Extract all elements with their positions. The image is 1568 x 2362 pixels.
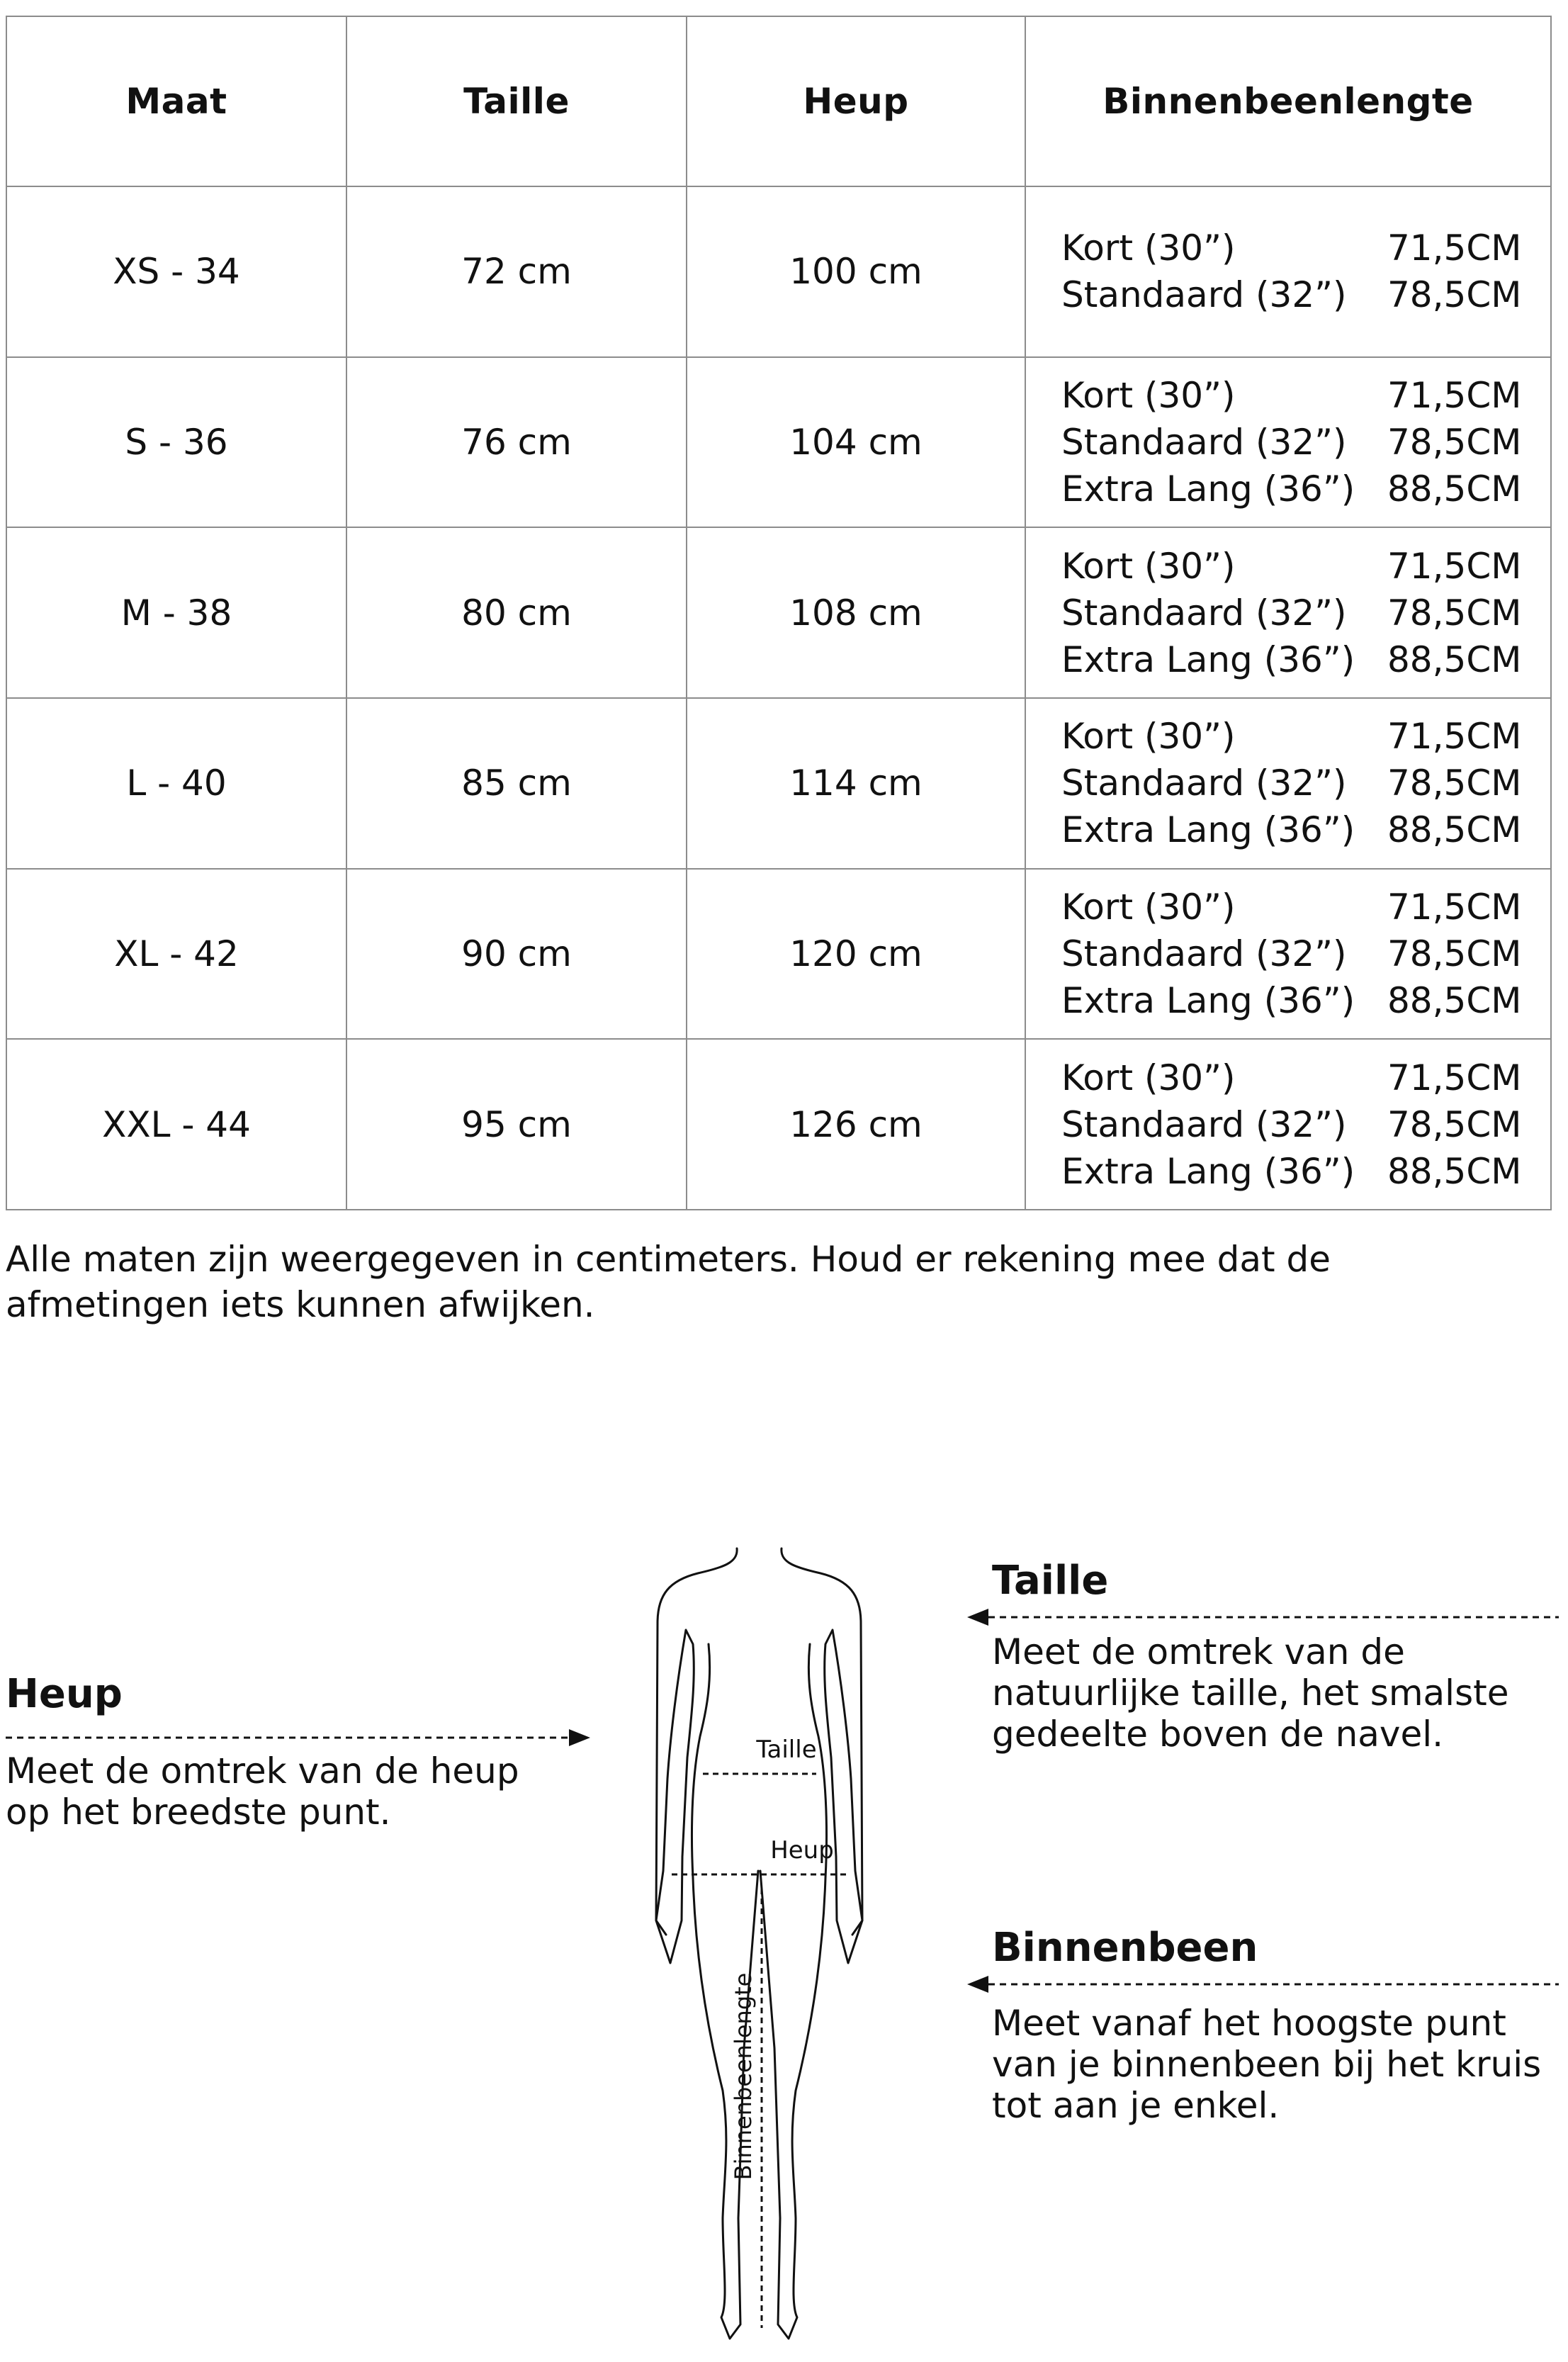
cell-taille: 80 cm: [346, 527, 687, 698]
guide-binnenbeen-line-1: Meet vanaf het hoogste punt: [992, 2003, 1506, 2044]
inseam-option-value: 71,5CM: [1387, 1057, 1522, 1098]
table-row: [6, 1039, 1551, 1210]
inseam-option-value: 88,5CM: [1387, 979, 1522, 1021]
guide-binnenbeen-line-2: van je binnenbeen bij het kruis: [992, 2044, 1542, 2085]
cell-heup: 120 cm: [687, 869, 1025, 1040]
inseam-option: [1061, 760, 1522, 806]
cell-maat: L - 40: [6, 698, 346, 869]
cell-maat: XL - 42: [6, 869, 346, 1040]
table-row: [6, 869, 1551, 1040]
cell-heup: 114 cm: [687, 698, 1025, 869]
inseam-option-value: 78,5CM: [1387, 421, 1522, 463]
cell-taille: 95 cm: [346, 1039, 687, 1210]
inseam-option: [1061, 977, 1522, 1024]
inseam-option-value: 88,5CM: [1387, 809, 1522, 851]
figure-left-arm: [656, 1630, 694, 1963]
figure-taille-label: Taille: [756, 1736, 817, 1764]
header-heup: Heup: [687, 16, 1025, 186]
inseam-option: [1061, 1055, 1522, 1101]
inseam-options-list: [1061, 713, 1522, 853]
inseam-options-list: [1061, 225, 1522, 318]
inseam-option-label: Kort (30”): [1061, 886, 1236, 928]
guide-taille-arrow: [967, 1603, 1562, 1631]
note-line-1: Alle maten zijn weergegeven in centimeters. Houd er rekening mee dat de: [6, 1239, 1331, 1280]
guide-taille-line-3: gedeelte boven de navel.: [992, 1714, 1444, 1755]
inseam-option-value: 71,5CM: [1387, 374, 1522, 416]
guide-binnenbeen-arrow: [967, 1970, 1562, 1998]
inseam-option-label: Kort (30”): [1061, 227, 1236, 269]
table-row: [6, 527, 1551, 698]
cell-taille: 90 cm: [346, 869, 687, 1040]
measurement-note: [6, 1237, 1387, 1327]
inseam-option-label: Standaard (32”): [1061, 1103, 1347, 1145]
inseam-option-value: 88,5CM: [1387, 1150, 1522, 1192]
inseam-option-label: Standaard (32”): [1061, 763, 1347, 804]
cell-binnenbeenlengte: [1025, 698, 1551, 869]
inseam-option: [1061, 419, 1522, 466]
inseam-option-value: 71,5CM: [1387, 716, 1522, 758]
figure-inseam-label: Binnenbeenlengte: [730, 1972, 757, 2181]
inseam-option-label: Standaard (32”): [1061, 274, 1347, 316]
inseam-option-value: 71,5CM: [1387, 227, 1522, 269]
inseam-option: [1061, 636, 1522, 683]
cell-heup: 104 cm: [687, 357, 1025, 528]
inseam-option-label: Kort (30”): [1061, 374, 1236, 416]
inseam-options-list: [1061, 884, 1522, 1024]
inseam-option: [1061, 543, 1522, 590]
cell-binnenbeenlengte: [1025, 527, 1551, 698]
inseam-option-label: Standaard (32”): [1061, 933, 1347, 974]
cell-maat: S - 36: [6, 357, 346, 528]
inseam-options-list: [1061, 1055, 1522, 1195]
guide-heup-title: Heup: [6, 1671, 123, 1717]
inseam-options-list: [1061, 372, 1522, 512]
figure-right-arm: [825, 1630, 862, 1963]
inseam-option-label: Standaard (32”): [1061, 592, 1347, 634]
table-row: [6, 186, 1551, 357]
guide-heup-line-2: op het breedste punt.: [6, 1792, 391, 1833]
inseam-option: [1061, 225, 1522, 271]
guide-heup-description: [6, 1750, 519, 1833]
inseam-option-label: Extra Lang (36”): [1061, 979, 1355, 1021]
table-header-row: [6, 16, 1551, 186]
header-maat: Maat: [6, 16, 346, 186]
cell-taille: 85 cm: [346, 698, 687, 869]
inseam-option: [1061, 466, 1522, 512]
inseam-option: [1061, 1101, 1522, 1148]
header-binnenbeenlengte: Binnenbeenlengte: [1025, 16, 1551, 186]
inseam-option-value: 88,5CM: [1387, 639, 1522, 680]
cell-maat: XXL - 44: [6, 1039, 346, 1210]
inseam-option-value: 78,5CM: [1387, 763, 1522, 804]
cell-binnenbeenlengte: [1025, 186, 1551, 357]
guide-heup-line-1: Meet de omtrek van de heup: [6, 1750, 519, 1792]
inseam-option-label: Standaard (32”): [1061, 421, 1347, 463]
body-figure-illustration: [616, 1538, 900, 2346]
cell-heup: 100 cm: [687, 186, 1025, 357]
inseam-option-label: Kort (30”): [1061, 1057, 1236, 1098]
guide-binnenbeen-line-3: tot aan je enkel.: [992, 2085, 1280, 2126]
cell-maat: XS - 34: [6, 186, 346, 357]
inseam-option-label: Extra Lang (36”): [1061, 1150, 1355, 1192]
guide-binnenbeen-description: [992, 2003, 1541, 2126]
cell-taille: 76 cm: [346, 357, 687, 528]
size-chart-table: [6, 16, 1552, 1210]
inseam-option: [1061, 372, 1522, 419]
inseam-option-label: Kort (30”): [1061, 545, 1236, 587]
inseam-option: [1061, 713, 1522, 760]
inseam-option-value: 78,5CM: [1387, 933, 1522, 974]
inseam-option: [1061, 590, 1522, 636]
figure-left-shoulder: [656, 1548, 737, 1935]
guide-heup-arrow: [6, 1723, 594, 1752]
inseam-option-value: 78,5CM: [1387, 592, 1522, 634]
inseam-option: [1061, 1148, 1522, 1195]
inseam-option-label: Kort (30”): [1061, 716, 1236, 758]
guide-taille-line-1: Meet de omtrek van de: [992, 1631, 1405, 1672]
inseam-option-label: Extra Lang (36”): [1061, 639, 1355, 680]
cell-binnenbeenlengte: [1025, 1039, 1551, 1210]
cell-taille: 72 cm: [346, 186, 687, 357]
inseam-option: [1061, 884, 1522, 930]
inseam-option: [1061, 930, 1522, 977]
inseam-option: [1061, 271, 1522, 318]
cell-maat: M - 38: [6, 527, 346, 698]
inseam-option-value: 71,5CM: [1387, 545, 1522, 587]
inseam-option-label: Extra Lang (36”): [1061, 809, 1355, 851]
inseam-options-list: [1061, 543, 1522, 683]
table-row: [6, 357, 1551, 528]
inseam-option-value: 78,5CM: [1387, 274, 1522, 316]
guide-taille-title: Taille: [992, 1558, 1109, 1604]
figure-heup-label: Heup: [770, 1836, 834, 1865]
guide-taille-description: [992, 1631, 1509, 1755]
inseam-option-value: 78,5CM: [1387, 1103, 1522, 1145]
header-taille: Taille: [346, 16, 687, 186]
guide-binnenbeen-title: Binnenbeen: [992, 1925, 1258, 1971]
cell-heup: 126 cm: [687, 1039, 1025, 1210]
inseam-option: [1061, 806, 1522, 853]
note-line-2: afmetingen iets kunnen afwijken.: [6, 1284, 595, 1325]
cell-binnenbeenlengte: [1025, 357, 1551, 528]
inseam-option-label: Extra Lang (36”): [1061, 468, 1355, 510]
table-row: [6, 698, 1551, 869]
guide-taille-line-2: natuurlijke taille, het smalste: [992, 1672, 1509, 1714]
inseam-option-value: 88,5CM: [1387, 468, 1522, 510]
cell-binnenbeenlengte: [1025, 869, 1551, 1040]
inseam-option-value: 71,5CM: [1387, 886, 1522, 928]
cell-heup: 108 cm: [687, 527, 1025, 698]
